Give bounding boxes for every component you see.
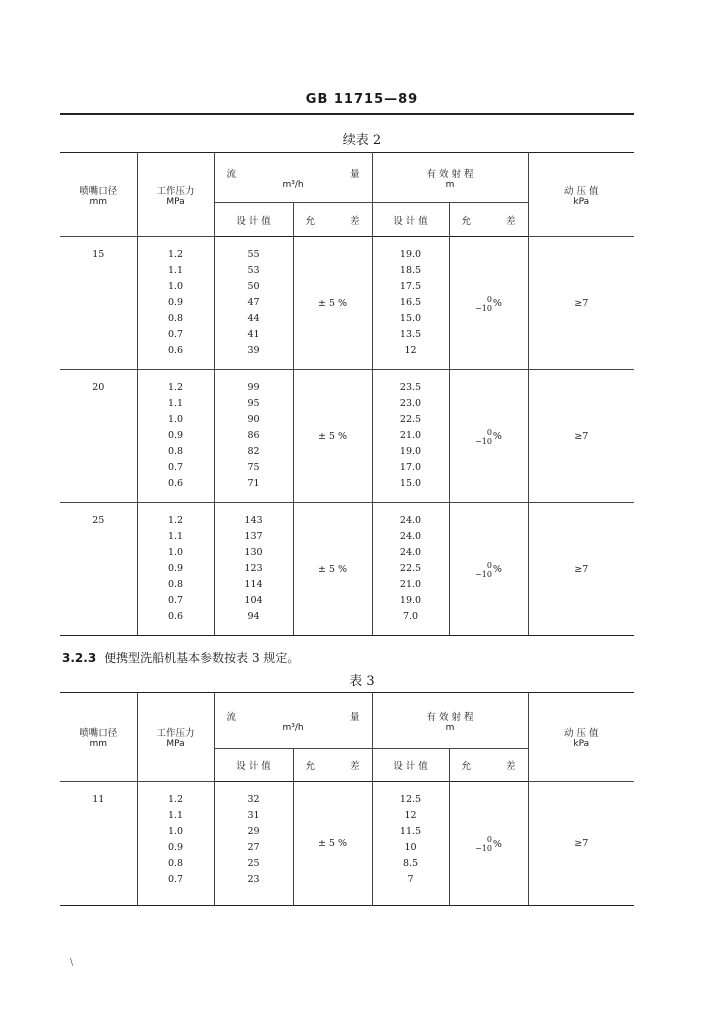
range-tolerance: 0 −10 % xyxy=(449,370,528,503)
dynamic-pressure-value: ≥7 xyxy=(528,370,634,503)
range-list: 12.5 12 11.5 10 8.5 7 xyxy=(372,782,449,906)
flow-list: 99 95 90 86 82 75 71 xyxy=(214,370,293,503)
section-number: 3.2.3 xyxy=(62,651,97,665)
pressure-list: 1.2 1.1 1.0 0.9 0.8 0.7 xyxy=(137,782,214,906)
table2 xyxy=(60,152,634,636)
table3-head-flow: 流 量 m³/h xyxy=(214,693,372,749)
table3-head-range-allow: 允 差 xyxy=(449,749,528,782)
range-list: 19.0 18.5 17.5 16.5 15.0 13.5 12 xyxy=(372,237,449,370)
table2-head-flow-allow: 允 差 xyxy=(293,203,372,237)
table2-caption: 续表 2 xyxy=(342,133,382,148)
nozzle-diameter: 20 xyxy=(60,370,137,503)
flow-list: 143 137 130 123 114 104 94 xyxy=(214,503,293,636)
table3-head-pressure: 工作压力 MPa xyxy=(137,693,214,782)
header-rule xyxy=(60,113,634,115)
flow-list: 55 53 50 47 44 41 39 xyxy=(214,237,293,370)
footer-mark: \ xyxy=(70,958,74,968)
range-list: 23.5 23.0 22.5 21.0 19.0 17.0 15.0 xyxy=(372,370,449,503)
table-row xyxy=(60,782,634,906)
dynamic-pressure-value: ≥7 xyxy=(528,503,634,636)
range-tolerance: 0 −10 % xyxy=(449,237,528,370)
table-row xyxy=(60,503,634,636)
table3-head-diameter: 喷嘴口径 mm xyxy=(60,693,137,782)
flow-tolerance: ± 5 % xyxy=(293,370,372,503)
table2-head-pressure: 工作压力 MPa xyxy=(137,153,214,237)
nozzle-diameter: 25 xyxy=(60,503,137,636)
table3-head-range: 有 效 射 程 m xyxy=(372,693,528,749)
range-tolerance: 0 −10 % xyxy=(449,503,528,636)
table2-head-dynamic-pressure: 动 压 值 kPa xyxy=(528,153,634,237)
section-3-2-3 xyxy=(62,649,299,666)
range-tolerance: 0 −10 % xyxy=(449,782,528,906)
standard-number-header: GB 11715—89 xyxy=(305,92,419,107)
section-text: 便携型洗船机基本参数按表 3 规定。 xyxy=(104,651,300,665)
flow-tolerance: ± 5 % xyxy=(293,503,372,636)
flow-list: 32 31 29 27 25 23 xyxy=(214,782,293,906)
flow-tolerance: ± 5 % xyxy=(293,237,372,370)
table3 xyxy=(60,692,634,906)
nozzle-diameter: 15 xyxy=(60,237,137,370)
table2-head-flow-design: 设 计 值 xyxy=(214,203,293,237)
table-row xyxy=(60,370,634,503)
table-row xyxy=(60,237,634,370)
table2-head-range-allow: 允 差 xyxy=(449,203,528,237)
flow-tolerance: ± 5 % xyxy=(293,782,372,906)
table3-head-dynamic-pressure: 动 压 值 kPa xyxy=(528,693,634,782)
table2-head-diameter: 喷嘴口径 mm xyxy=(60,153,137,237)
range-list: 24.0 24.0 24.0 22.5 21.0 19.0 7.0 xyxy=(372,503,449,636)
table3-caption: 表 3 xyxy=(349,674,375,689)
table3-head-flow-design: 设 计 值 xyxy=(214,749,293,782)
table3-head-range-design: 设 计 值 xyxy=(372,749,449,782)
pressure-list: 1.2 1.1 1.0 0.9 0.8 0.7 0.6 xyxy=(137,503,214,636)
nozzle-diameter: 11 xyxy=(60,782,137,906)
pressure-list: 1.2 1.1 1.0 0.9 0.8 0.7 0.6 xyxy=(137,370,214,503)
dynamic-pressure-value: ≥7 xyxy=(528,782,634,906)
table3-head-flow-allow: 允 差 xyxy=(293,749,372,782)
table2-head-flow: 流 量 m³/h xyxy=(214,153,372,203)
pressure-list: 1.2 1.1 1.0 0.9 0.8 0.7 0.6 xyxy=(137,237,214,370)
table2-head-range-design: 设 计 值 xyxy=(372,203,449,237)
dynamic-pressure-value: ≥7 xyxy=(528,237,634,370)
table2-head-range: 有 效 射 程 m xyxy=(372,153,528,203)
